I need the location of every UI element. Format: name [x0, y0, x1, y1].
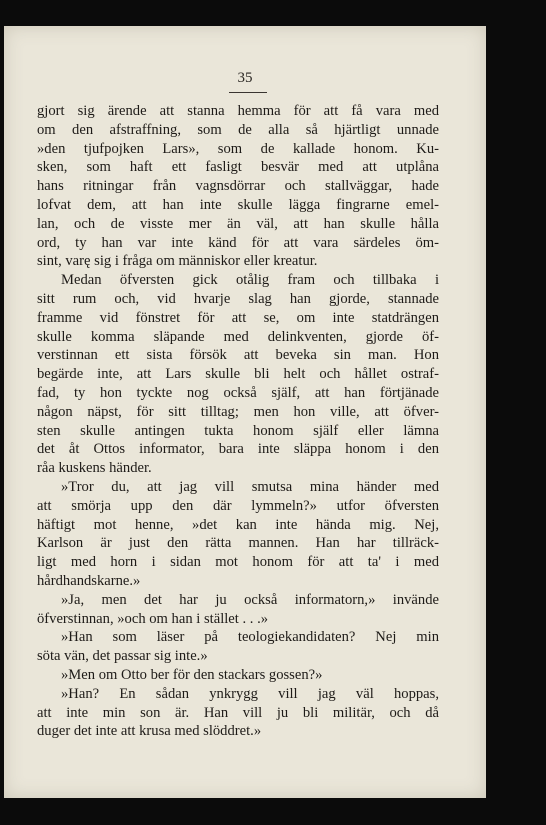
- text-line: ligt med horn i sidan mot honom för att ta' i med: [37, 554, 439, 571]
- body-text: [37, 102, 439, 741]
- text-line: sken, som haft ett fasligt besvär med att utplåna: [37, 159, 439, 176]
- page-number: 35: [237, 70, 253, 86]
- text-line: öfverstinnan, »och om han i stället . . .»: [37, 610, 269, 627]
- text-line: duger det inte att krusa med slöddret.»: [37, 723, 262, 740]
- text-line: Medan öfversten gick otålig fram och tillbaka i: [61, 272, 439, 289]
- text-line: att inte min son är. Han vill ju bli militär, och då: [37, 704, 439, 721]
- text-line: lan, och de visste mer än väl, att han skulle hålla: [37, 215, 439, 232]
- text-line: sint, varę sig i fråga om människor eller kreatur.: [37, 253, 318, 270]
- text-line: ord, ty han var inte känd för att vara särdeles öm-: [37, 234, 439, 251]
- text-line: skulle komma släpande med delinkventen, gjorde öf-: [37, 328, 439, 345]
- text-line: Karlson är just den rätta mannen. Han har tillräck-: [37, 535, 439, 552]
- text-line: sten skulle antingen tukta honom själf eller lämna: [37, 422, 439, 439]
- text-line: häftigt mot henne, »det kan inte hända mig. Nej,: [37, 516, 439, 533]
- text-line: »Han som läser på teologiekandidaten? Nej min: [61, 629, 439, 646]
- text-line: »Tror du, att jag vill smutsa mina händer med: [61, 478, 439, 495]
- text-line: lofvat dem, att han inte skulle lägga fingrarne emel-: [37, 196, 439, 213]
- text-line: verstinnan ett sista försök att beveka sin man. Hon: [37, 347, 439, 364]
- text-line: det åt Ottos informator, bara inte släppa honom i den: [37, 441, 439, 458]
- text-line: hans ritningar från vagnsdörrar och stallväggar, hade: [37, 178, 439, 195]
- text-line: hårdhandskarne.»: [37, 572, 141, 589]
- text-line: råa kuskens händer.: [37, 460, 152, 477]
- text-line: gjort sig ärende att stanna hemma för att få vara med: [37, 103, 439, 119]
- text-line: fad, ty hon tyckte nog också själf, att han förtjänade: [37, 384, 439, 401]
- text-line: om den afstraffning, som de alla så hjärtligt unnade: [37, 121, 439, 138]
- text-line: framme vid fönstret för att se, om inte statdrängen: [37, 309, 439, 326]
- text-line: någon näpst, för sitt tilltag; men hon ville, att öfver-: [37, 403, 439, 420]
- text-line: begärde inte, att Lars skulle bli helt och hållet ostraf-: [37, 366, 439, 383]
- text-line: att smörja upp den där lymmeln?» utfor öfversten: [37, 497, 439, 514]
- text-line: sitt rum och, vid hvarje slag han gjorde, stannade: [37, 290, 439, 307]
- book-page: [4, 26, 486, 798]
- text-line: »den tjufpojken Lars», som de kallade honom. Ku-: [37, 140, 439, 157]
- text-line: »Men om Otto ber för den stackars gossen?»: [61, 666, 323, 683]
- page-number-rule: [229, 92, 267, 93]
- text-line: »Han? En sådan ynkrygg vill jag väl hoppas,: [61, 685, 439, 702]
- text-line: söta vän, det passar sig inte.»: [37, 648, 208, 665]
- text-line: »Ja, men det har ju också informatorn,» invände: [61, 591, 439, 608]
